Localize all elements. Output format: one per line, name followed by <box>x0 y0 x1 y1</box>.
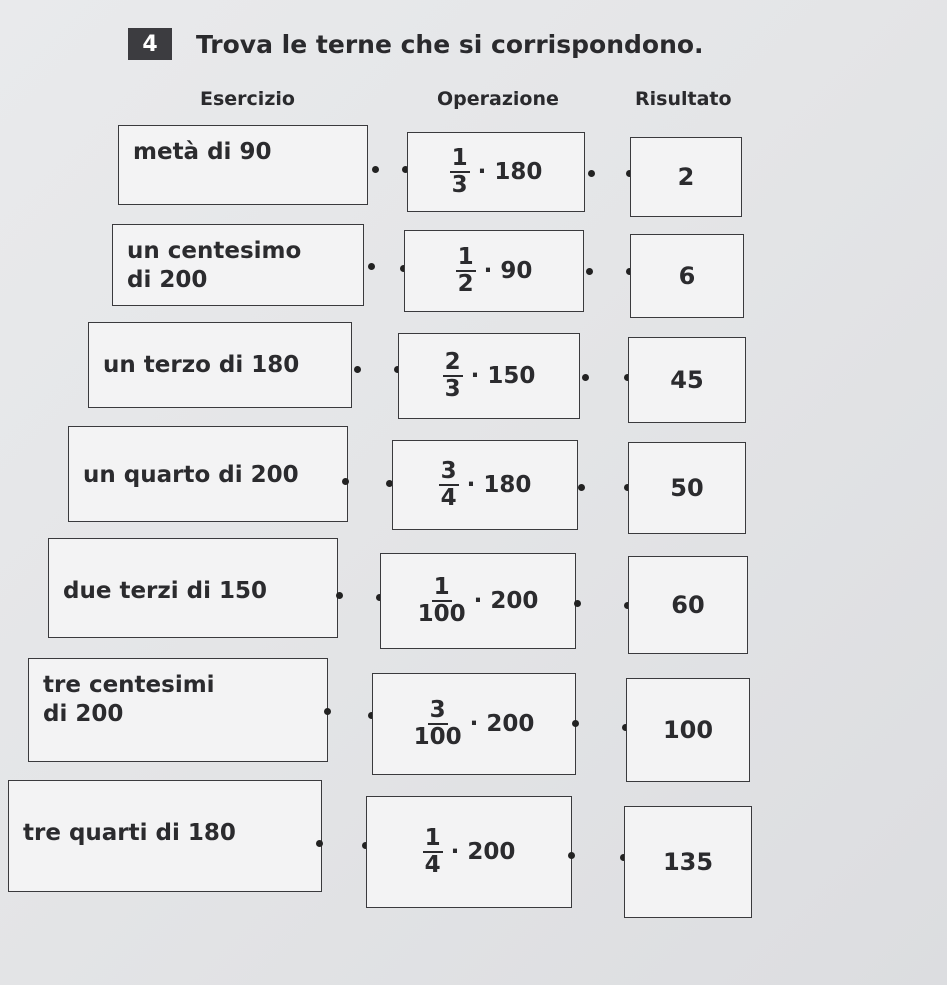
exercise-box <box>112 224 364 306</box>
result-value: 45 <box>670 366 704 394</box>
match-dot[interactable] <box>572 720 579 727</box>
result-box <box>630 137 742 217</box>
exercise-title: Trova le terne che si corrispondono. <box>196 29 704 59</box>
match-dot[interactable] <box>568 852 575 859</box>
exercise-number: 4 <box>128 28 172 60</box>
operation-box: $\frac{2}{3}$ · 150 <box>398 333 580 419</box>
match-dot[interactable] <box>354 366 361 373</box>
exercise-text: due terzi di 150 <box>63 578 268 604</box>
column-header-exercise: Esercizio <box>200 88 295 110</box>
exercise-text: metà di 90 <box>133 139 272 165</box>
match-dot[interactable] <box>372 166 379 173</box>
exercise-text: un terzo di 180 <box>103 352 300 378</box>
exercise-header <box>128 28 704 60</box>
match-dot[interactable] <box>586 268 593 275</box>
result-box <box>628 337 746 423</box>
exercise-box <box>88 322 352 408</box>
result-value: 100 <box>662 716 714 744</box>
exercise-text: un quarto di 200 <box>83 462 299 488</box>
exercise-box <box>48 538 338 638</box>
fraction: $\frac{1}{3}$ <box>451 144 468 198</box>
exercise-text: tre centesimi di 200 <box>43 672 215 727</box>
fraction: $\frac{3}{100}$ <box>413 696 462 750</box>
column-header-result: Risultato <box>635 88 732 110</box>
operation-box: $\frac{1}{4}$ · 200 <box>366 796 572 908</box>
exercise-box <box>28 658 328 762</box>
match-dot[interactable] <box>578 484 585 491</box>
fraction: $\frac{2}{3}$ <box>444 348 461 402</box>
match-dot[interactable] <box>368 263 375 270</box>
match-dot[interactable] <box>342 478 349 485</box>
operation-box: $\frac{3}{4}$ · 180 <box>392 440 578 530</box>
exercise-text: tre quarti di 180 <box>23 820 236 846</box>
result-box <box>628 442 746 534</box>
result-box <box>628 556 748 654</box>
fraction: $\frac{1}{100}$ <box>417 573 466 627</box>
match-dot[interactable] <box>588 170 595 177</box>
fraction: $\frac{1}{4}$ <box>424 824 441 878</box>
result-value: 50 <box>670 474 704 502</box>
exercise-text: un centesimo di 200 <box>127 238 302 293</box>
match-dot[interactable] <box>316 840 323 847</box>
exercise-box <box>8 780 322 892</box>
exercise-box <box>68 426 348 522</box>
fraction: $\frac{3}{4}$ <box>440 457 457 511</box>
result-box <box>624 806 752 918</box>
operation-box: $\frac{1}{2}$ · 90 <box>404 230 584 312</box>
exercise-box <box>118 125 368 205</box>
fraction: $\frac{1}{2}$ <box>457 243 474 297</box>
result-value: 2 <box>677 163 695 191</box>
result-box <box>626 678 750 782</box>
match-dot[interactable] <box>582 374 589 381</box>
result-value: 6 <box>678 262 696 290</box>
result-box <box>630 234 744 318</box>
column-header-operation: Operazione <box>437 88 559 110</box>
result-value: 135 <box>662 848 714 876</box>
match-dot[interactable] <box>574 600 581 607</box>
operation-box: $\frac{1}{100}$ · 200 <box>380 553 576 649</box>
operation-box: $\frac{1}{3}$ · 180 <box>407 132 585 212</box>
operation-box: $\frac{3}{100}$ · 200 <box>372 673 576 775</box>
match-dot[interactable] <box>324 708 331 715</box>
result-value: 60 <box>671 591 705 619</box>
match-dot[interactable] <box>336 592 343 599</box>
